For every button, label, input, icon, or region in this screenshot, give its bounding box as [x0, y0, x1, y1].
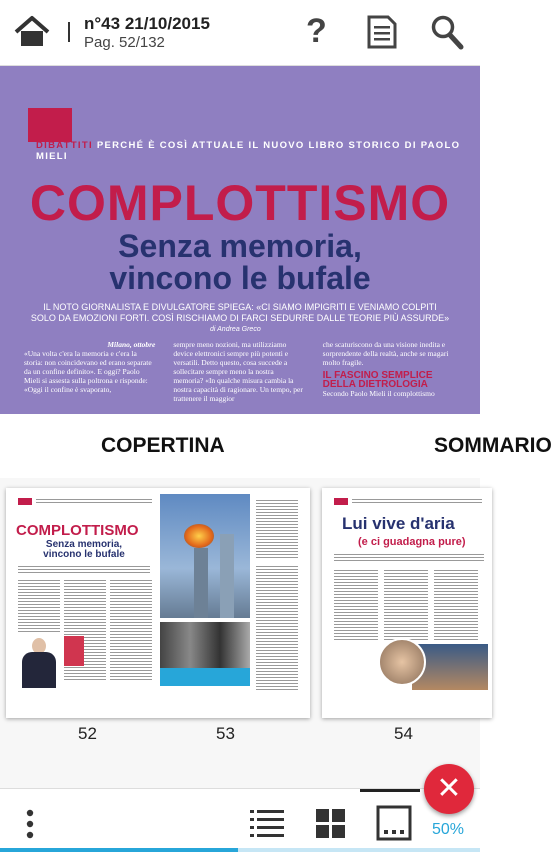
bottom-bar	[0, 788, 480, 854]
headline: COMPLOTTISMO	[29, 175, 451, 231]
top-bar	[0, 0, 480, 66]
kicker	[36, 140, 480, 162]
fire-cloud	[184, 524, 214, 548]
tab-copertina[interactable]: COPERTINA	[101, 434, 225, 457]
text-column	[18, 580, 60, 634]
section-tab	[334, 498, 348, 505]
kicker-lines	[352, 499, 482, 503]
towers-photo	[160, 494, 250, 618]
text-column	[110, 580, 152, 680]
page-preview[interactable]	[0, 66, 480, 414]
thumbnail-strip[interactable]	[0, 478, 480, 788]
subheadline	[0, 230, 480, 294]
thumbnail-spread-52-53[interactable]	[6, 488, 310, 718]
page-indicator: Pag. 52/132	[84, 34, 165, 51]
thumbnail-subheadline: (e ci guadagna pure)	[358, 536, 466, 548]
thumbnail-page-54[interactable]	[322, 488, 492, 718]
page-number-52: 52	[78, 724, 97, 743]
dateline: Milano, ottobre	[107, 340, 156, 349]
divider-line	[360, 789, 420, 792]
round-portrait	[378, 638, 426, 686]
thumbnail-subheadline: Senza memoria, vincono le bufale	[43, 539, 125, 560]
deck-lines	[334, 554, 484, 562]
single-page-icon[interactable]	[376, 805, 412, 841]
text-column	[434, 570, 478, 642]
article-column-3	[323, 340, 454, 403]
kicker-text: PERCHÉ È COSÌ ATTUALE IL NUOVO LIBRO STORICO DI PAOLO MIELI	[36, 140, 461, 162]
archive-photo	[160, 622, 250, 668]
deck: IL NOTO GIORNALISTA E DIVULGATORE SPIEGA: «CI SIAMO IMPIGRITI E VENIAMO COLPITI SOLO DA EMOZIONI FORTI. COSÌ RISCHIAMO DI FARCI SEDURRE DALLE TEORIE PIÙ ASSURDE»	[30, 302, 450, 323]
column-text: che scaturiscono da una visione inedita e sorprendente della realtà, anche se magari molto fragile.	[322, 340, 449, 367]
text-column	[334, 570, 378, 642]
zoom-level: 50%	[432, 821, 465, 838]
issue-label: n°43 21/10/2015	[84, 14, 210, 33]
tower	[220, 534, 234, 618]
more-vert-icon[interactable]	[24, 807, 36, 843]
article-columns	[24, 340, 454, 403]
thumbnail-page-52[interactable]	[12, 494, 156, 712]
column-heading: IL FASCINO SEMPLICE DELLA DIETROLOGIA	[322, 370, 433, 390]
tab-sommario[interactable]: SOMMARIO	[434, 434, 552, 457]
portrait-photo	[18, 636, 62, 688]
document-icon[interactable]	[366, 14, 398, 50]
deck-lines	[18, 566, 150, 574]
text-column	[256, 566, 298, 690]
home-icon[interactable]	[12, 14, 52, 50]
page-number-53: 53	[216, 724, 235, 743]
progress-fill	[0, 848, 238, 852]
byline: di Andrea Greco	[210, 326, 261, 333]
thumbnail-headline: Lui vive d'aria	[342, 514, 455, 533]
list-view-icon[interactable]	[250, 807, 284, 839]
article-column-1	[24, 340, 155, 403]
section-tabs	[0, 414, 552, 478]
pull-quote	[256, 500, 298, 560]
thumbnail-page-54-content	[328, 494, 488, 712]
header-divider	[68, 22, 70, 42]
kicker-lines	[36, 499, 152, 503]
caption-bar	[160, 668, 250, 686]
close-icon[interactable]: ✕	[424, 764, 474, 814]
article-column-2	[173, 340, 304, 403]
kicker-label: DIBATTITI	[36, 140, 93, 151]
search-icon[interactable]	[430, 14, 464, 50]
section-tab	[28, 108, 72, 142]
thumbnail-page-53[interactable]	[158, 494, 304, 712]
subheadline-line-1: Senza memoria,	[118, 228, 362, 264]
thumbnail-headline: COMPLOTTISMO	[16, 522, 139, 539]
column-text: Secondo Paolo Mieli il complottismo	[322, 389, 435, 398]
tower	[194, 548, 208, 618]
column-text: sempre meno nozioni, ma utilizziamo device elettronici sempre più potenti e versatili. Detto questo, cosa succede a sollecitare sempre meno la nostra memoria? «In qualche misura cambia la nostra capacità di ragionare. Un tempo, per trattenere il maggior	[173, 340, 303, 403]
grid-view-icon[interactable]	[316, 807, 346, 839]
reading-progress	[0, 848, 480, 852]
suit	[22, 652, 56, 688]
help-icon[interactable]: ?	[306, 12, 327, 50]
page-number-54: 54	[394, 724, 413, 743]
text-column	[384, 570, 428, 642]
subheadline-line-2: vincono le bufale	[109, 260, 371, 296]
column-text: «Una volta c'era la memoria e c'era la storia: non coincidevano ed erano separate da un confine definito». E oggi? Paolo Mieli si assesta sulla poltrona e risponde: «Oggi il confine è svaporato,	[24, 349, 152, 394]
section-tab	[18, 498, 32, 505]
info-box	[64, 636, 84, 666]
